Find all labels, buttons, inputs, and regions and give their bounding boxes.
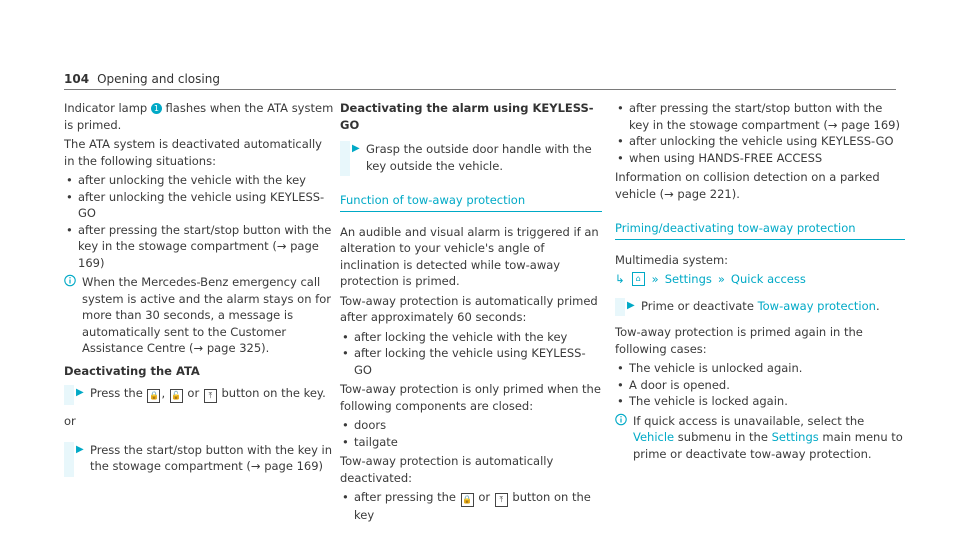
settings-menu-link[interactable]: Settings (771, 430, 819, 444)
menu-quick-access[interactable]: Quick access (730, 272, 806, 286)
chevron-right-icon: » (717, 272, 725, 286)
primed-list (340, 329, 602, 379)
info-icon (64, 274, 76, 288)
step-grasp-handle: ▶ Grasp the outside door handle with the key outside the vehicle. (340, 141, 602, 174)
chevron-right-icon: » (651, 272, 659, 286)
multimedia-label: Multimedia system: (615, 252, 729, 267)
paragraph: Tow-away protection is automatically primed after approximately 60 seconds: (340, 293, 598, 324)
list-item: • after pressing the 🔒 or ⤒ button on the key (340, 489, 602, 524)
tow-away-protection-option[interactable]: Tow-away protection (757, 298, 876, 313)
indicator-paragraph: Indicator lamp 1 flashes when the ATA system is primed. (64, 101, 334, 132)
list-item: • A door is opened. (615, 377, 905, 394)
info-note: When the Mercedes-Benz emergency call system is active and the alarm stays on for more than 30 seconds, a message is automatically sent to the Customer Assistance Centre (→ page 325). (64, 274, 334, 357)
indicator-number-badge: 1 (151, 103, 162, 114)
list-item: • after locking the vehicle with the key (340, 329, 602, 346)
lock-key-icon: 🔒 (461, 493, 474, 507)
or-text: or (64, 414, 76, 428)
step-arrow-icon: ▶ (76, 443, 84, 455)
tailgate-key-icon: ⤒ (495, 493, 508, 507)
list-item: • after unlocking the vehicle using KEYLESS-GO (615, 133, 905, 150)
info-icon (615, 413, 627, 427)
paragraph: Tow-away protection is only primed when the following components are closed: (340, 382, 601, 413)
section-title-priming: Priming/deactivating tow-away protection (615, 220, 905, 240)
column-1 (64, 100, 334, 485)
deactivation-intro: The ATA system is deactivated automatically in the following situations: (64, 137, 322, 168)
info-note: If quick access is unavailable, select the Vehicle submenu in the Settings main menu to prime or deactivate tow-away protection. (615, 413, 905, 463)
components-list (340, 417, 602, 450)
list-item: • The vehicle is unlocked again. (615, 360, 905, 377)
continued-list (615, 100, 905, 166)
step-bar (64, 385, 74, 405)
step-bar (615, 298, 625, 317)
page-header (64, 72, 220, 86)
heading-deactivating-alarm: Deactivating the alarm using KEYLESS-GO (340, 101, 594, 132)
list-item: • when using HANDS-FREE ACCESS (615, 150, 905, 167)
page-number: 104 (64, 72, 90, 86)
lock-key-icon: 🔒 (147, 389, 160, 403)
list-item: • after unlocking the vehicle using KEYLESS-GO (64, 189, 334, 222)
list-item: • after pressing the start/stop button with the key in the stowage compartment (→ page 169) (615, 100, 905, 133)
list-item: • The vehicle is locked again. (615, 393, 905, 410)
column-3 (615, 100, 905, 468)
home-icon: ⌂ (632, 272, 645, 286)
list-item: • tailgate (340, 434, 602, 451)
return-arrow-icon: ↳ (615, 272, 625, 286)
reprime-list (615, 360, 905, 410)
step-bar (340, 141, 350, 176)
tailgate-key-icon: ⤒ (204, 389, 217, 403)
step-press-button: ▶ Press the 🔒 , 🔓 or ⤒ button on the key. (64, 385, 334, 403)
section-title: Opening and closing (97, 72, 220, 86)
list-item: • after unlocking the vehicle with the key (64, 172, 334, 189)
header-divider (64, 89, 896, 90)
heading-deactivating-ata: Deactivating the ATA (64, 363, 200, 378)
step-arrow-icon: ▶ (627, 299, 635, 311)
list-item: • doors (340, 417, 602, 434)
step-arrow-icon: ▶ (352, 143, 360, 154)
paragraph: An audible and visual alarm is triggered if an alteration to your vehicle's angle of inclination is detected while tow-away protection is primed. (340, 224, 599, 288)
section-title-function: Function of tow-away protection (340, 192, 602, 212)
deactivated-list (340, 489, 602, 524)
deactivation-list (64, 172, 334, 271)
step-bar (64, 442, 74, 477)
vehicle-submenu-link[interactable]: Vehicle (633, 430, 675, 444)
step-prime-deactivate: ▶ Prime or deactivate Tow-away protection. (615, 298, 905, 315)
menu-settings[interactable]: Settings (664, 272, 712, 286)
unlock-key-icon: 🔓 (170, 389, 183, 403)
step-arrow-icon: ▶ (76, 387, 84, 398)
collision-info: Information on collision detection on a parked vehicle (→ page 221). (615, 170, 880, 201)
step-start-stop: ▶ Press the start/stop button with the key in the stowage compartment (→ page 169) (64, 442, 334, 475)
list-item: • after locking the vehicle using KEYLESS-GO (340, 345, 602, 378)
menu-path (615, 271, 905, 288)
paragraph: Tow-away protection is automatically deactivated: (340, 454, 554, 485)
column-2 (340, 100, 602, 527)
list-item: • after pressing the start/stop button with the key in the stowage compartment (→ page 169) (64, 222, 334, 272)
paragraph: Tow-away protection is primed again in the following cases: (615, 325, 863, 356)
